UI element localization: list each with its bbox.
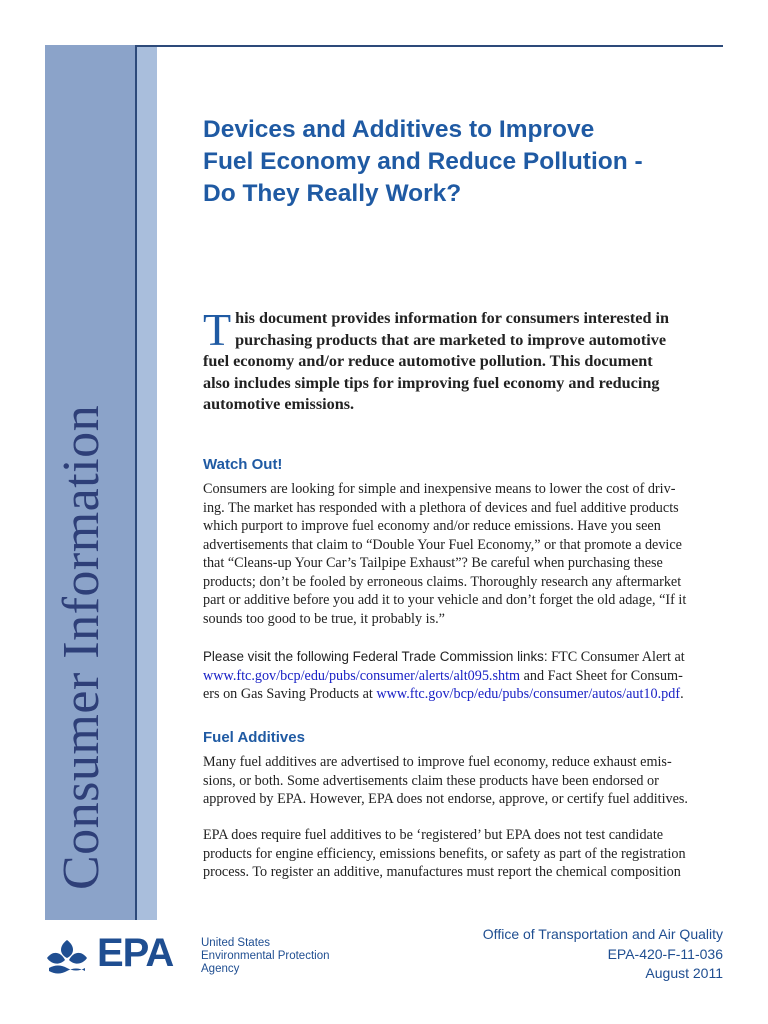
ftc-alert-text: FTC Consumer Alert at xyxy=(547,649,685,665)
ftc-line3-text: ers on Gas Saving Products at xyxy=(203,686,377,702)
text-line: sounds too good to be true, it probably is.” xyxy=(203,610,445,627)
agency-name xyxy=(201,937,329,976)
text-line: EPA does require fuel additives to be ‘registered’ but EPA does not test candidate xyxy=(203,827,664,843)
text-line: products; don’t be fooled by erroneous claims. Thoroughly research any aftermarket xyxy=(203,573,682,590)
text-line xyxy=(203,648,723,667)
intro-paragraph xyxy=(203,304,723,416)
text-line: which purport to improve fuel economy and/or reduce emissions. Have you seen xyxy=(203,518,661,534)
intro-line: fuel economy and/or reduce automotive pollution. This document xyxy=(203,352,653,370)
drop-cap: T xyxy=(203,304,232,355)
title-line: Devices and Additives to Improve xyxy=(203,116,595,143)
text-line: Many fuel additives are advertised to improve fuel economy, reduce exhaust emis- xyxy=(203,754,672,770)
text-line xyxy=(203,685,723,704)
ftc-mid-text: and Fact Sheet for Consum- xyxy=(520,667,683,684)
title-line: Fuel Economy and Reduce Pollution - xyxy=(203,148,643,175)
page-title xyxy=(203,114,723,210)
publication-date: August 2011 xyxy=(645,965,723,981)
sidebar-label: Consumer Information xyxy=(53,404,110,890)
agency-line: United States xyxy=(201,937,271,949)
ftc-paragraph xyxy=(203,648,723,704)
text-line: that “Cleans-up Your Car’s Tailpipe Exhaust”? Be careful when purchasing these xyxy=(203,555,663,571)
sidebar-inner-band xyxy=(135,45,157,920)
text-line xyxy=(203,667,723,686)
agency-line: Agency xyxy=(201,963,240,975)
ftc-lead: Please visit the following Federal Trade Commission links: xyxy=(203,649,548,664)
text-line: process. To register an additive, manufactures must report the chemical composition xyxy=(203,864,681,880)
sidebar-divider xyxy=(135,45,137,920)
office-name: Office of Transportation and Air Quality xyxy=(482,926,723,942)
fuel-additives-heading: Fuel Additives xyxy=(203,729,305,746)
text-line: sions, or both. Some advertisements claim these products have been endorsed or xyxy=(203,772,659,789)
fuel-additives-paragraph-1 xyxy=(203,753,723,809)
intro-line: purchasing products that are marketed to improve automotive xyxy=(235,330,667,349)
text-line: approved by EPA. However, EPA does not endorse, approve, or certify fuel additives. xyxy=(203,791,688,807)
text-line: products for engine efficiency, emissions benefits, or safety as part of the registration xyxy=(203,845,686,862)
intro-line: his document provides information for consumers interested in xyxy=(235,309,670,327)
ftc-alert-link[interactable]: www.ftc.gov/bcp/edu/pubs/consumer/alerts/alt095.shtm xyxy=(203,667,521,684)
ftc-factsheet-link[interactable]: www.ftc.gov/bcp/edu/pubs/consumer/autos/aut10.pdf xyxy=(376,686,681,702)
epa-flower-icon xyxy=(45,938,89,976)
text-line: advertisements that claim to “Double Your Fuel Economy,” or that promote a device xyxy=(203,536,682,553)
fuel-additives-paragraph-2 xyxy=(203,826,723,882)
epa-wordmark: EPA xyxy=(97,931,174,975)
text-line: Consumers are looking for simple and inexpensive means to lower the cost of driv- xyxy=(203,481,676,497)
epa-logo xyxy=(45,931,330,980)
text-line: ing. The market has responded with a plethora of devices and fuel additive products xyxy=(203,499,679,516)
ftc-end: . xyxy=(680,686,684,702)
top-rule xyxy=(135,45,723,47)
doc-number: EPA-420-F-11-036 xyxy=(607,945,723,962)
intro-line: also includes simple tips for improving fuel economy and reducing xyxy=(203,373,660,392)
agency-line: Environmental Protection xyxy=(201,950,330,962)
intro-line: automotive emissions. xyxy=(203,395,355,413)
text-line: part or additive before you add it to your vehicle and don’t forget the old adage, “If it xyxy=(203,592,687,608)
office-block xyxy=(483,925,723,984)
watch-out-paragraph xyxy=(203,480,723,628)
watch-out-heading: Watch Out! xyxy=(203,456,283,473)
title-line: Do They Really Work? xyxy=(203,180,462,207)
